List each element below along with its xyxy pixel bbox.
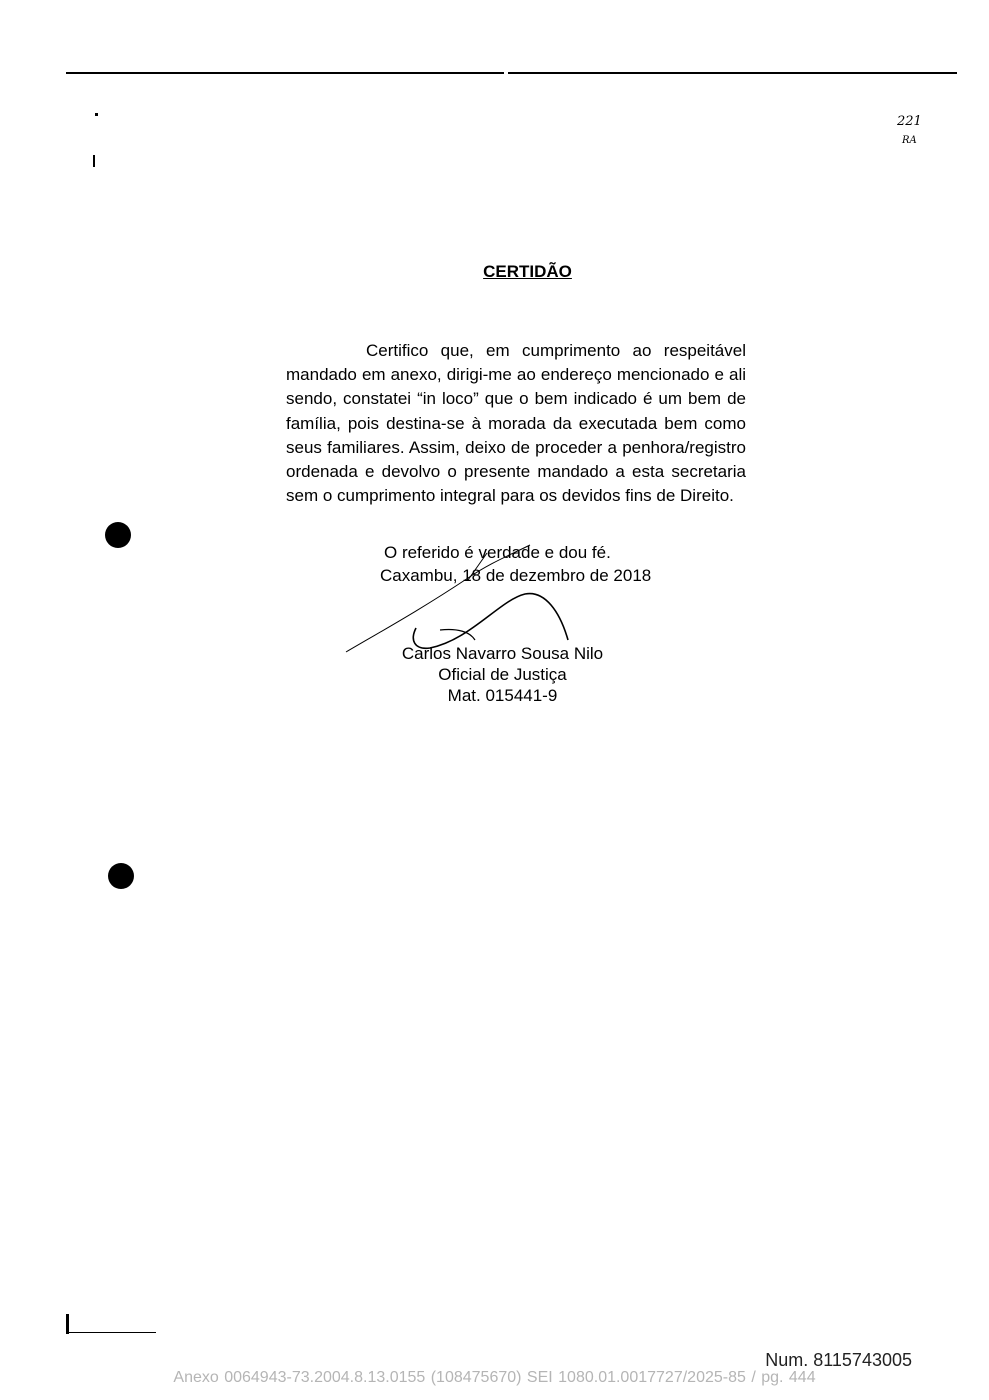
place-and-date: Caxambu, 18 de dezembro de 2018 bbox=[380, 566, 652, 585]
top-rule-right bbox=[508, 72, 957, 74]
closing-statement: O referido é verdade e dou fé. bbox=[384, 543, 611, 562]
signatory-role: Oficial de Justiça bbox=[438, 665, 567, 684]
signature-block bbox=[380, 643, 625, 706]
page-rubric-mark: RA bbox=[902, 135, 917, 146]
page-number-mark: 221 bbox=[897, 114, 922, 129]
signatory-registration: Mat. 015441-9 bbox=[447, 686, 558, 705]
certificate-body bbox=[286, 339, 746, 508]
scan-dot bbox=[95, 113, 98, 116]
document-title: CERTIDÃO bbox=[483, 262, 572, 281]
scan-corner-line bbox=[66, 1332, 156, 1333]
annex-reference: Anexo 0064943-73.2004.8.13.0155 (108475670) SEI 1080.01.0017727/2025-85 / pg. 444 bbox=[173, 1369, 816, 1386]
document-number: Num. 8115743005 bbox=[765, 1350, 912, 1370]
body-paragraph: Certifico que, em cumprimento ao respeitável mandado em anexo, dirigi-me ao endereço mencionado e ali sendo, constatei “in loco” que o bem indicado é um bem de família, pois destina-se à morada da executada bem como seus familiares. Assim, deixo de proceder a penhora/registro ordenada e devolvo o presente mandado a esta secretaria sem o cumprimento integral para os devidos fins de Direito. bbox=[286, 341, 746, 506]
top-rule-left bbox=[66, 72, 504, 74]
scan-tick bbox=[93, 155, 95, 167]
scan-corner-mark bbox=[66, 1314, 69, 1334]
punch-hole-top bbox=[105, 522, 131, 548]
signatory-name: Carlos Navarro Sousa Nilo bbox=[401, 644, 604, 663]
punch-hole-bottom bbox=[108, 863, 134, 889]
